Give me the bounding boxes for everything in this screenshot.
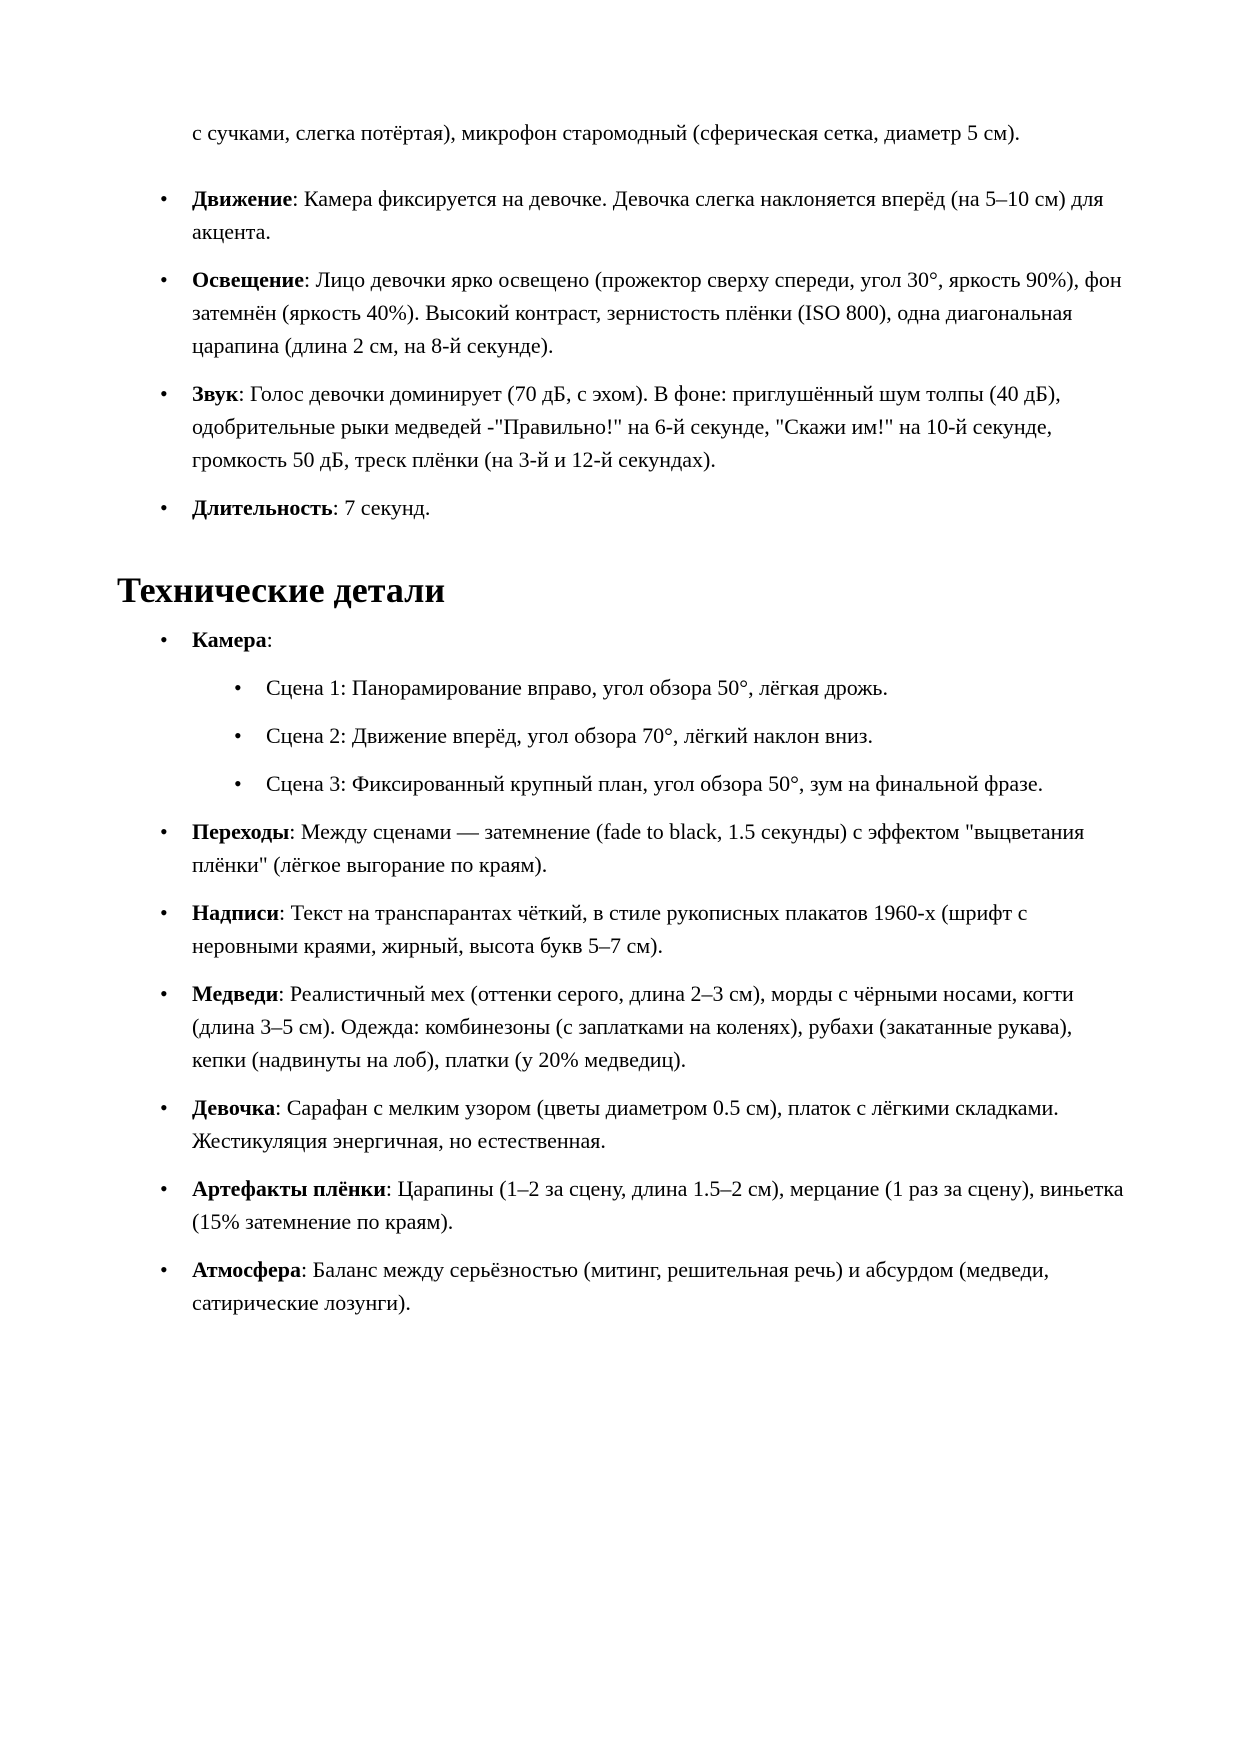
section-heading-technical: Технические детали	[117, 570, 446, 610]
list-item-sound	[0, 377, 1241, 476]
list-item-movement	[0, 182, 1241, 248]
list-item-scene-3: • Сцена 3: Фиксированный крупный план, угол обзора 50°, зум на финальной фразе.	[0, 767, 1131, 800]
list-item-scene-1: • Сцена 1: Панорамирование вправо, угол обзора 50°, лёгкая дрожь.	[0, 671, 1131, 704]
list-item-film-artifacts	[0, 1172, 1241, 1238]
list-item-girl	[0, 1091, 1241, 1157]
item-label: Движение	[192, 186, 293, 211]
item-text: : Голос девочки доминирует (70 дБ, с эхом). В фоне: приглушённый шум толпы (40 дБ), одобрительные рыки медведей -"Правильно!" на 6-й секунде, "Скажи им!" на 10-й секунде, громкость 50 дБ, треск плёнки (на 3-й и 12-й секундах).	[192, 381, 1061, 472]
item-label: Длительность	[192, 495, 333, 520]
item-label: Освещение	[192, 267, 304, 292]
item-text: :	[266, 627, 273, 652]
item-text: : Реалистичный мех (оттенки серого, длина 2–3 см), морды с чёрными носами, когти (длина 3–5 см). Одежда: комбинезоны (с заплатками на коленях), рубахи (закатанные рукава), кепки (надвинуты на лоб), платки (у 20% медведиц).	[192, 981, 1074, 1072]
item-text: : Царапины (1–2 за сцену, длина 1.5–2 см), мерцание (1 раз за сцену), виньетка (15% затемнение по краям).	[192, 1176, 1124, 1234]
item-text: : Лицо девочки ярко освещено (прожектор сверху спереди, угол 30°, яркость 90%), фон затемнён (яркость 40%). Высокий контраст, зернистость плёнки (ISO 800), одна диагональная царапина (длина 2 см, на 8-й секунде).	[192, 267, 1122, 358]
item-label: Надписи	[192, 900, 280, 925]
item-text: : Между сценами — затемнение (fade to black, 1.5 секунды) с эффектом "выцветания плёнки" (лёгкое выгорание по краям).	[192, 819, 1085, 877]
list-item-lighting	[0, 263, 1241, 362]
item-label: Звук	[192, 381, 239, 406]
item-text: : Сарафан с мелким узором (цветы диаметром 0.5 см), платок с лёгкими складками. Жестикуляция энергичная, но естественная.	[192, 1095, 1059, 1153]
item-label: Девочка	[192, 1095, 276, 1120]
item-label: Медведи	[192, 981, 279, 1006]
camera-scenes-list	[192, 671, 1131, 800]
list-item-transitions	[0, 815, 1241, 881]
item-text: : Текст на транспарантах чёткий, в стиле рукописных плакатов 1960-х (шрифт с неровными краями, жирный, высота букв 5–7 см).	[192, 900, 1028, 958]
list-item-camera	[0, 623, 1241, 800]
item-label: Переходы	[192, 819, 290, 844]
item-label: Артефакты плёнки	[192, 1176, 386, 1201]
item-text: : Баланс между серьёзностью (митинг, решительная речь) и абсурдом (медведи, сатирические лозунги).	[192, 1257, 1050, 1315]
item-text: : Камера фиксируется на девочке. Девочка слегка наклоняется вперёд (на 5–10 см) для акцента.	[192, 186, 1104, 244]
technical-details-list	[0, 623, 1241, 1334]
list-item-bears	[0, 977, 1241, 1076]
continuation-paragraph: с сучками, слегка потёртая), микрофон старомодный (сферическая сетка, диаметр 5 см).	[192, 120, 1021, 145]
scene-details-list	[0, 182, 1241, 539]
list-item-duration	[0, 491, 1241, 524]
item-label: Камера	[192, 627, 267, 652]
list-item-captions	[0, 896, 1241, 962]
list-item-atmosphere	[0, 1253, 1241, 1319]
item-text: : 7 секунд.	[332, 495, 431, 520]
item-label: Атмосфера	[192, 1257, 301, 1282]
list-item-scene-2: • Сцена 2: Движение вперёд, угол обзора 70°, лёгкий наклон вниз.	[0, 719, 1131, 752]
